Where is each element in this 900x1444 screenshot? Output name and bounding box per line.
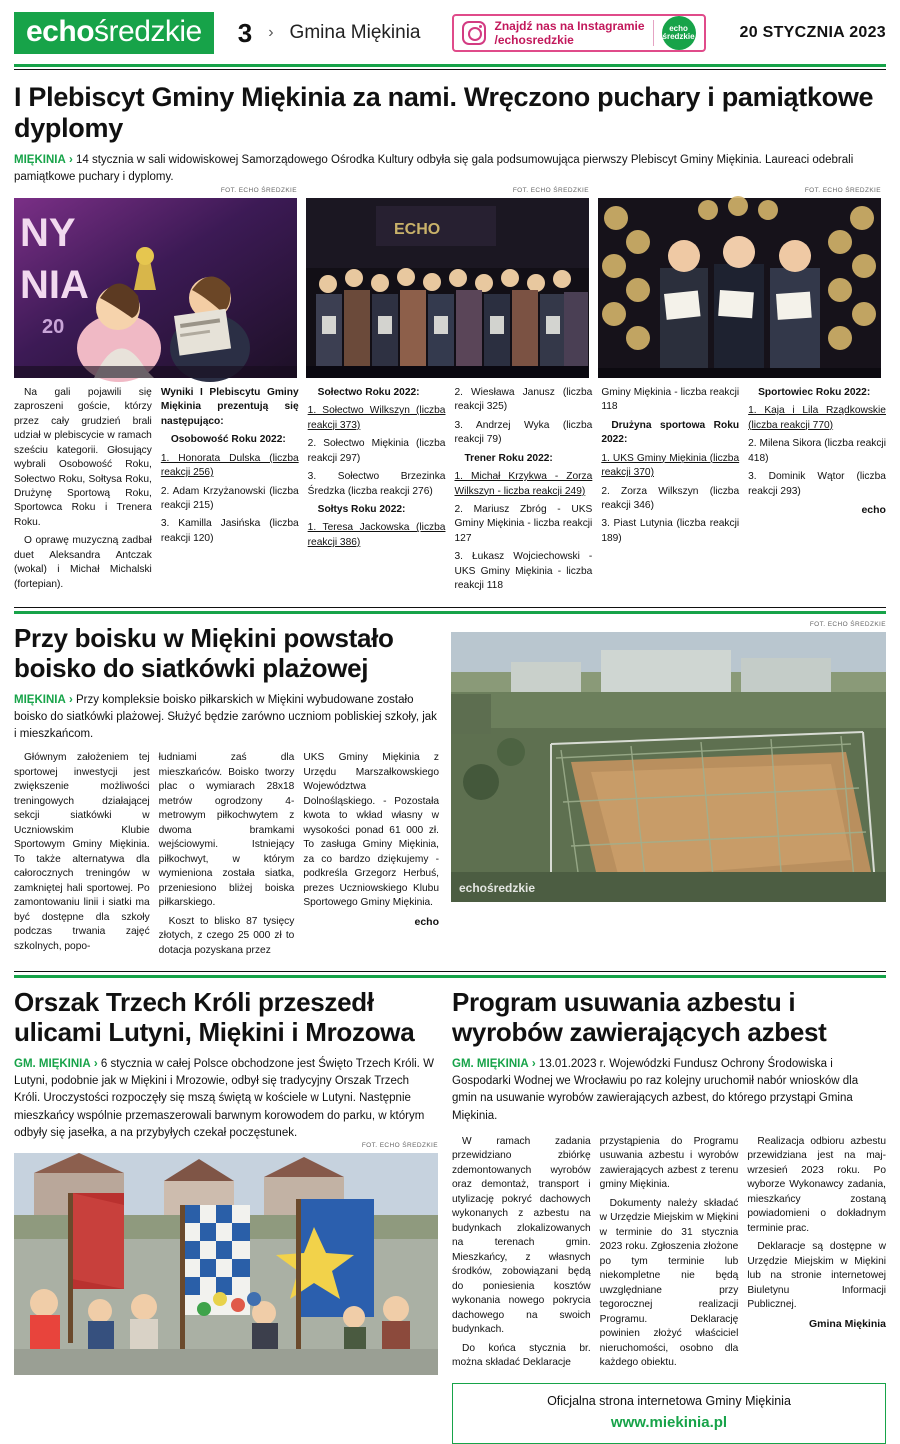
instagram-line-2: /echosredzkie <box>494 33 574 47</box>
article2-headline: Przy boisku w Miękini powstało boisko do siatkówki plażowej <box>14 622 394 683</box>
svg-text:NY: NY <box>20 210 76 255</box>
article1-photo-1 <box>14 186 297 378</box>
masthead-rule-thin <box>14 69 886 70</box>
photo-credit: FOT. ECHO ŚREDZKIE <box>512 186 589 194</box>
article1-headline: I Plebiscyt Gminy Miękinia za nami. Wręczono puchary i pamiątkowe dyplomy <box>14 82 874 144</box>
article2-signature: echo <box>414 915 440 928</box>
photo-1-image <box>14 198 297 378</box>
article1-lead-text: 14 stycznia w sali widowiskowej Samorządowego Ośrodka Kultury odbyła się gala podsumowująca pierwszy Plebiscyt Gminy Miękinia. Laureaci odebrali pamiątkowe puchary i dyplomy. <box>14 154 854 184</box>
category-item: 2. Adam Krzyżanowski (liczba reakcji 215) <box>160 485 299 511</box>
article4 <box>452 984 886 1444</box>
article1-col-6 <box>748 386 886 598</box>
paragraph: Dokumenty należy składać w Urzędzie Miejskim w Miękini w terminie do 31 stycznia 2023 roku. Zgłoszenia złożone po tym terminie lub niekompletne nie będą uwzględniane przy tegorocznej realizacji Programu. Deklarację powinien złożyć właściciel nieruchomości, osobno dla każdego obiektu. <box>599 1197 739 1369</box>
paragraph: Głównym założeniem tej sportowej inwestycji jest zwiększenie możliwości treningowych działającej sekcji siatkówki w Uczniowskim Klubie Sportowym Gminy Miękinia. To także alternatywa dla całorocznych treningów w zamkniętej hali sportowej. Po zamontowaniu linii i siatki ma być dostępne dla szkoły podczas trwania zajęć szkolnych, popo- <box>14 752 150 952</box>
paragraph: O oprawę muzyczną zadbał duet Aleksandra Antczak (wokal) i Michał Michalski (fortepian). <box>14 535 152 590</box>
paragraph: Deklaracje są dostępne w Urzędzie Miejskim w Miękini lub na stronie internetowej Biuletynu Informacji Publicznej. <box>747 1241 887 1311</box>
article1-col-2 <box>161 386 299 598</box>
photo-credit: FOT. ECHO ŚREDZKIE <box>804 186 881 194</box>
category-item: 2. Zorza Wilkszyn (liczba reakcji 346) <box>601 485 740 511</box>
instagram-promo[interactable] <box>452 14 705 52</box>
article2-lead <box>14 692 439 744</box>
lead-arrow: › <box>93 1057 98 1070</box>
echo-badge <box>662 16 696 50</box>
page-number: 3 <box>237 17 253 48</box>
divider-green <box>14 975 886 978</box>
category-item-cont: Gminy Miękinia - liczba reakcji 118 <box>601 386 740 413</box>
category-item: 3. Piast Lutynia (liczba reakcji 189) <box>601 518 740 544</box>
category-item: 1. Sołectwo Wilkszyn (liczba reakcji 373) <box>307 405 446 431</box>
echo-badge-line-2: średzkie <box>662 32 695 41</box>
svg-text:20: 20 <box>42 315 65 338</box>
paragraph: Koszt to blisko 87 tysięcy złotych, z czego 25 000 zł to dotacja pozyskana przez <box>158 915 295 956</box>
category-item: 2. Sołectwo Miękinia (liczba reakcji 297) <box>307 438 446 464</box>
article2-lead-text: Przy kompleksie boisko piłkarskich w Miękini wybudowane zostało boisko do siatkówki plażowej. Służyć będzie zarówno uczniom pobliskiej szkoły, jak i mieszkańcom. <box>14 693 437 741</box>
article2-col-2 <box>159 751 295 962</box>
svg-text:ECHO: ECHO <box>394 220 441 238</box>
photo-2-image <box>306 198 589 378</box>
article2-col-3 <box>303 751 439 962</box>
paragraph: przystąpienia do Programu usuwania azbestu i wyrobów zawierających azbest z terenu gminy Miękinia. <box>599 1135 739 1191</box>
paragraph: UKS Gminy Miękinia z Urzędu Marszałkowskiego Województwa Dolnośląskiego. - Pozostała kwota to wkład własny w wysokości ponad 61 000 zł. To zasługa Gminy Miękinia, za co bardzo dziękujemy - podkreśla Grzegorz Herbuś, prezes Uczniowskiego Klubu Sportowego Gminy Miękinia. <box>303 752 440 909</box>
article3-place: GM. MIĘKINIA <box>14 1057 91 1070</box>
article2-photo <box>451 620 886 902</box>
article2-col-1 <box>14 751 150 962</box>
lead-arrow: › <box>68 693 73 706</box>
echo-sredzkie-logo[interactable] <box>14 12 214 54</box>
article1-col-4 <box>454 386 592 598</box>
beach-volleyball-court-image <box>451 632 886 902</box>
category-item: 2. Milena Sikora (liczba reakcji 418) <box>748 438 886 464</box>
category-item: 2. Wiesława Janusz (liczba reakcji 325) <box>454 386 593 413</box>
category-item: 3. Sołectwo Brzezinka Średzka (liczba reakcji 276) <box>307 471 446 497</box>
article3 <box>14 984 438 1444</box>
watermark: echośredzkie <box>459 880 536 895</box>
results-intro: Wyniki I Plebiscytu Gminy Miękinia prezentują się następująco: <box>160 386 299 427</box>
article2-text-block <box>14 620 439 962</box>
bottom-section <box>14 984 886 1444</box>
lead-arrow: › <box>531 1057 536 1070</box>
logo-sredzkie-text: średzkie <box>94 15 202 48</box>
divider <box>14 607 886 608</box>
echo-badge-line-1: echo <box>669 24 688 33</box>
category-item: 1. Kaja i Lila Rządkowskie (liczba reakcji 770) <box>748 405 886 431</box>
category-item: 3. Andrzej Wyka (liczba reakcji 79) <box>454 419 593 446</box>
article4-columns <box>452 1135 886 1375</box>
paragraph: Realizacja odbioru azbestu przewidziana jest na maj-wrzesień 2023 roku. Po wyborze Wykonawcy zadania, mieszkańcy zostaną powiadomieni o dokładnym terminie prac. <box>747 1135 887 1234</box>
article1-place: MIĘKINIA <box>14 154 66 167</box>
three-kings-parade-image <box>14 1153 438 1375</box>
masthead <box>14 0 886 58</box>
issue-date: 20 STYCZNIA 2023 <box>739 24 886 41</box>
paragraph: Na gali pojawili się zaproszeni goście, którzy przez cały grudzień brali udział w plebiscycie w ramach sześciu kategorii. Głosujący wybrali Osobowość Roku, Sołectwo Roku, Sołtysa Roku, Drużynę Sportową Roku, Sportowca Roku i Trenera Roku. <box>14 386 152 528</box>
article3-lead-text: 6 stycznia w całej Polsce obchodzone jest Święto Trzech Króli. W Lutyni, podobnie jak w Miękini i Mrozowie, odbył się tradycyjny Orszak Trzech Króli. Uroczystości rozpoczęły się mszą świętą w kościele w Lutyni. Następnie mieszkańcy wspólnie przemaszerowali barwnym korowodem do parku, w którym odbyły się jasełka, a na przybyłych czekał poczęstunek. <box>14 1057 434 1139</box>
category-item: 3. Łukasz Wojciechowski - UKS Gminy Miękinia - liczba reakcji 118 <box>454 551 593 592</box>
instagram-text <box>494 19 644 48</box>
category-title-solectwo: Sołectwo Roku 2022: <box>317 386 420 398</box>
article1-photo-3 <box>598 186 881 378</box>
lead-arrow: › <box>68 154 73 167</box>
divider <box>14 971 886 972</box>
breadcrumb: Gmina Miękinia <box>289 22 421 43</box>
logo-echo-text: echo <box>26 15 95 48</box>
svg-text:NIA: NIA <box>20 262 89 307</box>
website-box-caption: Oficjalna strona internetowa Gminy Miękinia <box>547 1393 791 1408</box>
article1-lead <box>14 152 886 187</box>
instagram-line-1: Znajdź nas na Instagramie <box>494 18 645 33</box>
photo-credit: FOT. ECHO ŚREDZKIE <box>220 186 297 194</box>
article1-columns <box>14 386 886 598</box>
photo-credit: FOT. ECHO ŚREDZKIE <box>809 620 886 628</box>
article1-photo-2 <box>306 186 589 378</box>
article1-col-1 <box>14 386 152 598</box>
article4-lead <box>452 1056 886 1125</box>
category-title-soltys: Sołtys Roku 2022: <box>317 503 406 515</box>
article4-lead-text: 13.01.2023 r. Wojewódzki Fundusz Ochrony Środowiska i Gospodarki Wodnej we Wrocławiu po raz kolejny uruchomił nabór wniosków dla gmin na usuwanie wyrobów zawierających azbest, do którego przystąpi Gmina Miękinia. <box>452 1057 859 1122</box>
category-title-osobowosc: Osobowość Roku 2022: <box>170 434 286 446</box>
category-title-sportowiec: Sportowiec Roku 2022: <box>758 386 871 398</box>
article4-place: GM. MIĘKINIA <box>452 1057 529 1070</box>
category-item: 3. Kamilla Jasińska (liczba reakcji 120) <box>160 518 299 544</box>
category-item: 1. UKS Gminy Miękinia (liczba reakcji 370) <box>601 452 740 479</box>
article4-headline: Program usuwania azbestu i wyrobów zawierających azbest <box>452 987 827 1048</box>
official-website-box[interactable] <box>452 1383 886 1444</box>
category-item: 1. Michał Krzykwa - Zorza Wilkszyn - liczba reakcji 249) <box>454 471 593 497</box>
category-title-trener: Trener Roku 2022: <box>464 452 553 464</box>
masthead-rule-green <box>14 64 886 67</box>
photo-3-image <box>598 198 881 378</box>
category-item: 1. Honorata Dulska (liczba reakcji 256) <box>160 452 299 479</box>
article3-lead <box>14 1056 438 1142</box>
paragraph: Do końca stycznia br. można składać Deklaracje <box>452 1342 591 1369</box>
article2-columns <box>14 751 439 962</box>
article1-col-5 <box>601 386 739 598</box>
article1-signature: echo <box>861 503 886 516</box>
divider <box>653 20 654 46</box>
article3-headline: Orszak Trzech Króli przeszedł ulicami Lutyni, Miękini i Mrozowa <box>14 987 415 1048</box>
article2 <box>14 620 886 962</box>
category-title-druzyna: Drużyna sportowa Roku 2022: <box>601 419 740 446</box>
category-item: 3. Dominik Wątor (liczba reakcji 293) <box>748 471 886 497</box>
article4-col-3 <box>747 1135 886 1375</box>
paragraph: W ramach zadania przewidziano zbiórkę zdemontowanych wyrobów oraz demontaż, transport i utylizację pokryć dachowych wykonanych z azbestu na budynkach zlokalizowanych na terenach gmin. Mieszkańcy, z własnych środków, zobowiązani będą do poniesienia kosztów wykonania nowego pokrycia dachowego na swoich budynkach. <box>452 1135 591 1336</box>
category-item: 2. Mariusz Zbróg - UKS Gminy Miękinia - liczba reakcji 127 <box>454 503 593 544</box>
divider-green <box>14 611 886 614</box>
category-item: 1. Teresa Jackowska (liczba reakcji 386) <box>307 522 446 548</box>
article1-col-3 <box>308 386 446 598</box>
article4-col-2 <box>600 1135 739 1375</box>
article4-col-1 <box>452 1135 591 1375</box>
breadcrumb-separator: › <box>268 24 274 41</box>
article3-photo <box>14 1142 438 1375</box>
article2-place: MIĘKINIA <box>14 693 66 706</box>
instagram-icon <box>462 21 486 45</box>
website-url[interactable]: www.miekinia.pl <box>610 1413 728 1431</box>
article4-signature: Gmina Miękinia <box>808 1317 887 1330</box>
photo-credit: FOT. ECHO ŚREDZKIE <box>361 1142 438 1150</box>
paragraph: łudniami zaś dla mieszkańców. Boisko tworzy plac o wymiarach 28x18 metrów ogrodzony 4-metrowym piłkochwytem z dwoma bramkami wejściowymi. Istniejący piłkochwyt, w którym wymieniona została siatka, przeniesiono bliżej boiska piłkarskiego. <box>158 752 295 909</box>
article1-photo-row <box>14 186 886 378</box>
